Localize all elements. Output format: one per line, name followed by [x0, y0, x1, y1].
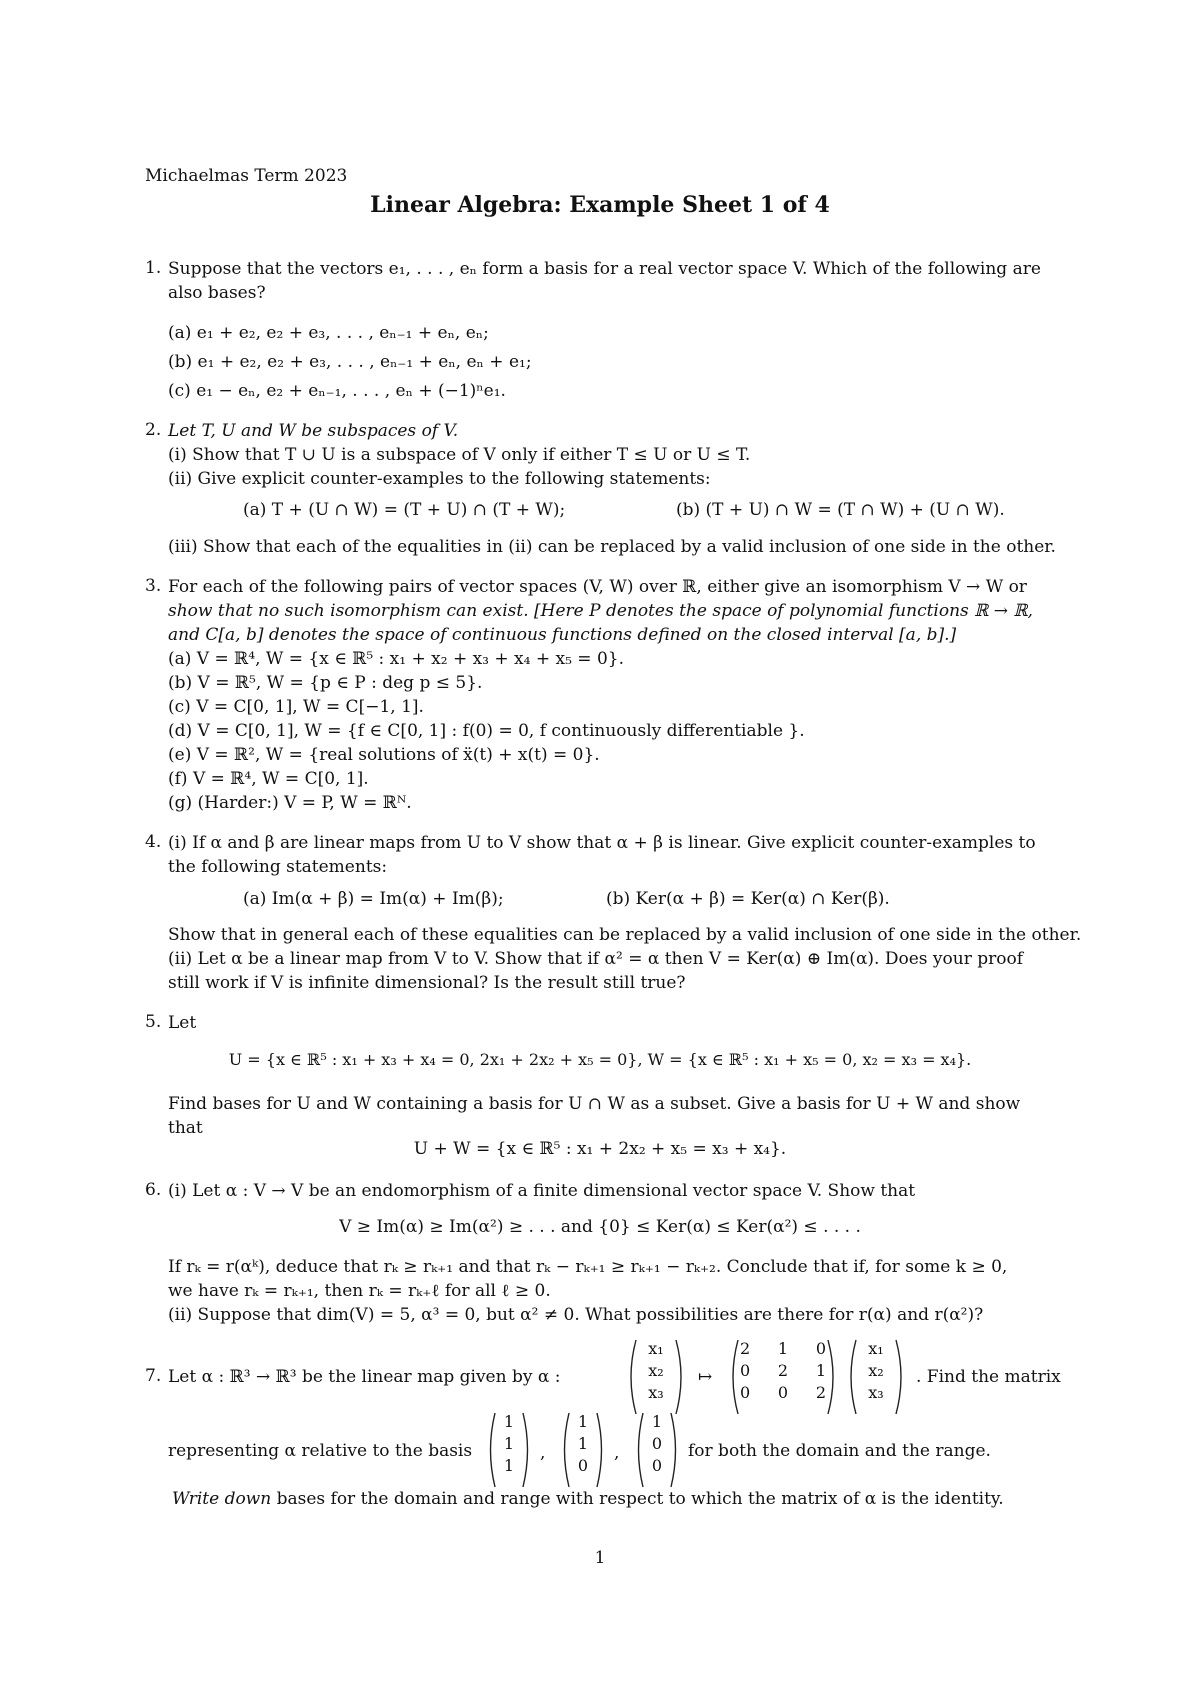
q7-last-text: bases for the domain and range with respect to which the matrix of α is the identity.: [276, 1489, 1004, 1509]
q3-part-c: (c) V = C[0, 1], W = C[−1, 1].: [168, 697, 424, 717]
matrix-entry: 2: [777, 1361, 789, 1380]
q1-line2: also bases?: [168, 283, 266, 303]
basis-entry: 1: [651, 1412, 663, 1431]
q2-line2: (i) Show that T ∪ U is a subspace of V only if either T ≤ U or U ≤ T.: [168, 445, 751, 465]
basis-comma: ,: [614, 1443, 620, 1463]
matrix-row: [740, 1338, 826, 1360]
q3-line1: For each of the following pairs of vector spaces (V, W) over ℝ, either give an isomorphism V → W or: [168, 577, 1027, 597]
alpha-matrix: [740, 1338, 826, 1404]
x3-entry: x₃: [868, 1383, 884, 1402]
matrix-row: [740, 1360, 826, 1382]
q5-equation-2: U + W = {x ∈ ℝ⁵ : x₁ + 2x₂ + x₅ = x₃ + x₄}.: [413, 1139, 787, 1159]
basis-entry: 1: [577, 1412, 589, 1431]
page-number: 1: [594, 1548, 606, 1568]
x3-entry: x₃: [648, 1383, 664, 1402]
q4-line3: Show that in general each of these equalities can be replaced by a valid inclusion of one side in the other.: [168, 925, 1082, 945]
matrix-entry: 0: [740, 1361, 751, 1380]
q6-line4: (ii) Suppose that dim(V) = 5, α³ = 0, but α² ≠ 0. What possibilities are there for r(α) and r(α²)?: [168, 1305, 984, 1325]
q7-tail: . Find the matrix: [916, 1367, 1061, 1387]
x2-entry: x₂: [868, 1361, 884, 1380]
q5-number: 5.: [145, 1012, 162, 1032]
q6-line1: (i) Let α : V → V be an endomorphism of a finite dimensional vector space V. Show that: [168, 1181, 916, 1201]
q2-line3: (ii) Give explicit counter-examples to the following statements:: [168, 469, 711, 489]
matrix-entry: 1: [815, 1361, 826, 1380]
x1-entry: x₁: [648, 1339, 664, 1358]
q4-number: 4.: [145, 832, 162, 852]
q4-statement-a: (a) Im(α + β) = Im(α) + Im(β);: [243, 889, 504, 909]
x2-entry: x₂: [648, 1361, 664, 1380]
basis-entry: 1: [503, 1412, 515, 1431]
q3-part-g: (g) (Harder:) V = P, W = ℝᴺ.: [168, 793, 412, 813]
term-label: Michaelmas Term 2023: [145, 166, 348, 186]
write-down-emphasis: Write down: [172, 1489, 272, 1509]
q5-line3: that: [168, 1118, 203, 1138]
matrix-entry: 1: [777, 1339, 789, 1358]
q1-part-c: (c) e₁ − eₙ, e₂ + eₙ₋₁, . . . , eₙ + (−1)ⁿe₁.: [168, 381, 506, 401]
mapsto-arrow: ↦: [698, 1367, 713, 1387]
matrix-row: [740, 1382, 826, 1404]
x1-entry: x₁: [868, 1339, 884, 1358]
q5-equation-1: U = {x ∈ ℝ⁵ : x₁ + x₃ + x₄ = 0, 2x₁ + 2x₂ + x₅ = 0}, W = {x ∈ ℝ⁵ : x₁ + x₅ = 0, x₂ = x₃ = x₄}.: [228, 1050, 972, 1069]
q6-number: 6.: [145, 1180, 162, 1200]
q1-part-b: (b) e₁ + e₂, e₂ + e₃, . . . , eₙ₋₁ + eₙ, eₙ + e₁;: [168, 352, 532, 372]
matrix-entry: 0: [740, 1383, 751, 1402]
q2-statement-a: (a) T + (U ∩ W) = (T + U) ∩ (T + W);: [243, 500, 566, 520]
q4-line1: (i) If α and β are linear maps from U to V show that α + β is linear. Give explicit counter-examples to: [168, 833, 1036, 853]
q3-number: 3.: [145, 576, 162, 596]
q3-part-d: (d) V = C[0, 1], W = {f ∈ C[0, 1] : f(0) = 0, f continuously differentiable }.: [168, 721, 805, 741]
q2-line4: (iii) Show that each of the equalities in (ii) can be replaced by a valid inclusion of one side in the other.: [168, 537, 1056, 557]
q7-basis-lead: representing α relative to the basis: [168, 1441, 473, 1461]
q4-statement-b: (b) Ker(α + β) = Ker(α) ∩ Ker(β).: [606, 889, 890, 909]
basis-entry: 0: [651, 1434, 663, 1453]
q3-part-b: (b) V = ℝ⁵, W = {p ∈ P : deg p ≤ 5}.: [168, 673, 483, 693]
basis-comma: ,: [540, 1443, 546, 1463]
q7-last-line: [172, 1488, 1004, 1510]
basis-entry: 0: [651, 1456, 663, 1475]
q4-line2: the following statements:: [168, 857, 388, 877]
matrix-entry: 0: [777, 1383, 789, 1402]
x-vector-output-entries: [858, 1338, 894, 1404]
q3-line2: show that no such isomorphism can exist. [Here P denotes the space of polynomial functions ℝ → ℝ,: [168, 601, 1033, 621]
q1-line1: Suppose that the vectors e₁, . . . , eₙ form a basis for a real vector space V. Which of the following are: [168, 259, 1041, 279]
q1-part-a: (a) e₁ + e₂, e₂ + e₃, . . . , eₙ₋₁ + eₙ, eₙ;: [168, 323, 489, 343]
q3-line3: and C[a, b] denotes the space of continuous functions defined on the closed interval [a, b].]: [168, 625, 957, 645]
q2-line1: Let T, U and W be subspaces of V.: [168, 421, 459, 441]
basis-vector-2-entries: [570, 1411, 596, 1477]
q6-line3: we have rₖ = rₖ₊₁, then rₖ = rₖ₊ℓ for all ℓ ≥ 0.: [168, 1281, 551, 1301]
q4-line4: (ii) Let α be a linear map from V to V. Show that if α² = α then V = Ker(α) ⊕ Im(α). Does your proof: [168, 949, 1024, 969]
q5-line1: Let: [168, 1013, 197, 1033]
basis-vector-3-entries: [644, 1411, 670, 1477]
q4-line5: still work if V is infinite dimensional? Is the result still true?: [168, 973, 686, 993]
q2-statement-b: (b) (T + U) ∩ W = (T ∩ W) + (U ∩ W).: [676, 500, 1005, 520]
q7-number: 7.: [145, 1366, 162, 1386]
matrix-entry: 0: [815, 1339, 826, 1358]
matrix-entry: 2: [740, 1339, 751, 1358]
matrix-entry: 2: [815, 1383, 826, 1402]
q7-lead: Let α : ℝ³ → ℝ³ be the linear map given by α :: [168, 1367, 561, 1387]
page-title: Linear Algebra: Example Sheet 1 of 4: [370, 192, 830, 218]
basis-entry: 1: [577, 1434, 589, 1453]
basis-entry: 0: [577, 1456, 589, 1475]
q6-equation: V ≥ Im(α) ≥ Im(α²) ≥ . . . and {0} ≤ Ker(α) ≤ Ker(α²) ≤ . . . .: [339, 1217, 861, 1237]
q1-number: 1.: [145, 258, 162, 278]
q5-line2: Find bases for U and W containing a basis for U ∩ W as a subset. Give a basis for U + W and show: [168, 1094, 1021, 1114]
q3-part-a: (a) V = ℝ⁴, W = {x ∈ ℝ⁵ : x₁ + x₂ + x₃ + x₄ + x₅ = 0}.: [168, 649, 624, 669]
q3-part-f: (f) V = ℝ⁴, W = C[0, 1].: [168, 769, 369, 789]
x-vector-input-entries: [638, 1338, 674, 1404]
basis-entry: 1: [503, 1456, 515, 1475]
q3-part-e: (e) V = ℝ², W = {real solutions of ẍ(t) + x(t) = 0}.: [168, 745, 600, 765]
basis-entry: 1: [503, 1434, 515, 1453]
q6-line2: If rₖ = r(αᵏ), deduce that rₖ ≥ rₖ₊₁ and that rₖ − rₖ₊₁ ≥ rₖ₊₁ − rₖ₊₂. Conclude that if, for some k ≥ 0,: [168, 1257, 1008, 1277]
basis-vector-1-entries: [496, 1411, 522, 1477]
q2-number: 2.: [145, 420, 162, 440]
q7-basis-tail: for both the domain and the range.: [688, 1441, 991, 1461]
